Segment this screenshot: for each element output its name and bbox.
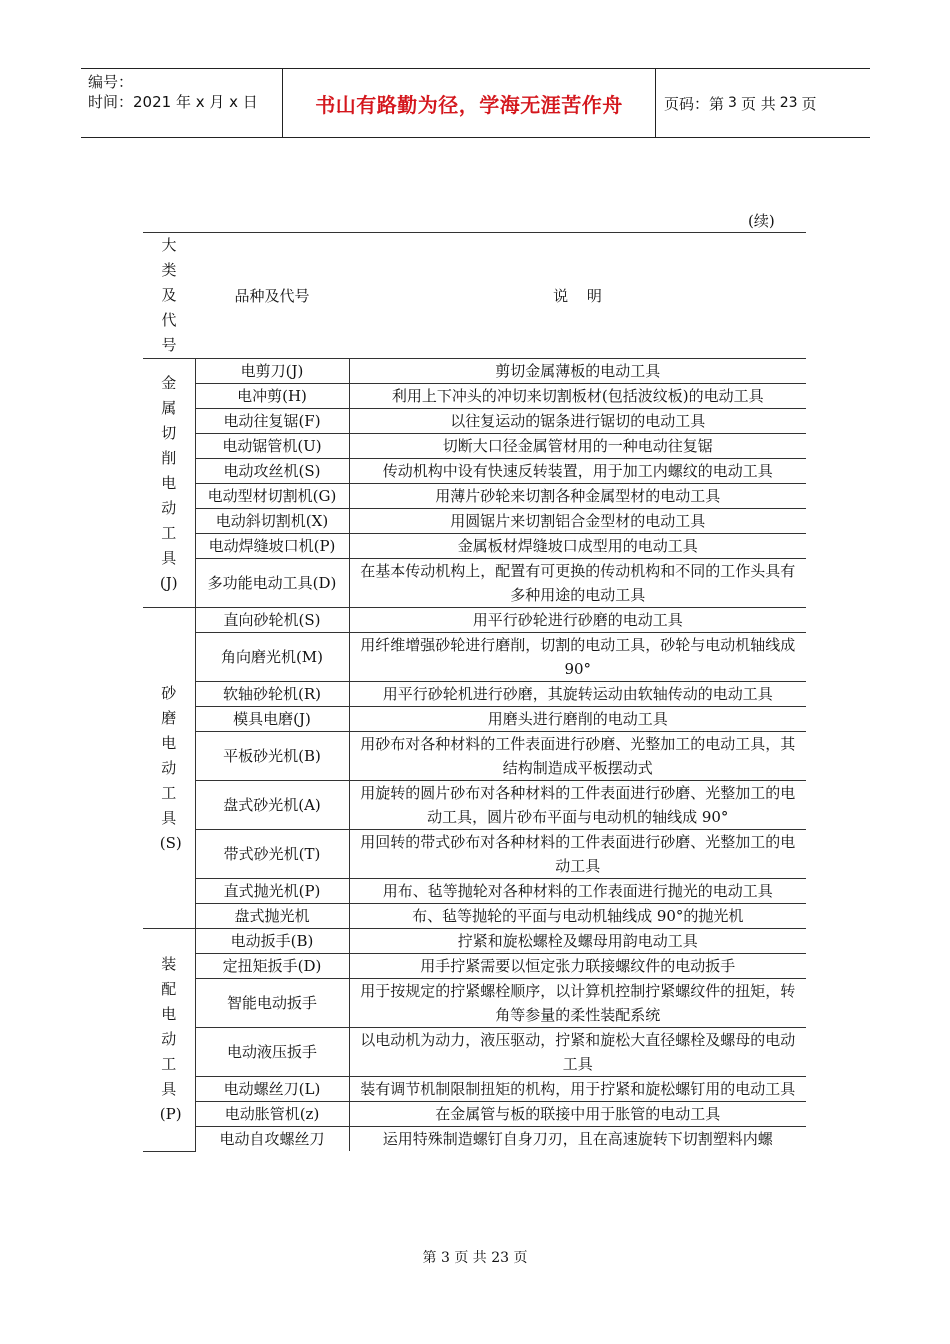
variety-cell: 电动焊缝坡口机(P): [195, 534, 349, 559]
description-cell: 用于按规定的拧紧螺栓顺序，以计算机控制拧紧螺纹件的扭矩，转角等参量的柔性装配系统: [349, 979, 806, 1028]
variety-cell: 电剪刀(J): [195, 359, 349, 384]
table-row: [143, 830, 806, 879]
description-cell: 在金属管与板的联接中用于胀管的电动工具: [349, 1102, 806, 1127]
header-page-number: [656, 69, 870, 137]
header-meta: [81, 69, 283, 137]
variety-cell: 直向砂轮机(S): [195, 608, 349, 633]
category-label: 砂磨电动工具(S): [159, 683, 182, 852]
description-cell: 用纤维增强砂轮进行磨削，切割的电动工具，砂轮与电动机轴线成 90°: [349, 633, 806, 682]
variety-cell: 多功能电动工具(D): [195, 559, 349, 608]
description-cell: 用手拧紧需要以恒定张力联接螺纹件的电动扳手: [349, 954, 806, 979]
page-mid: 页 共: [740, 94, 776, 113]
continued-label: (续): [748, 212, 775, 230]
table-row: [143, 608, 806, 633]
variety-cell: 模具电磨(J): [195, 707, 349, 732]
description-cell: 传动机构中设有快速反转装置，用于加工内螺纹的电动工具: [349, 459, 806, 484]
category-cell: [143, 929, 195, 1152]
description-cell: 利用上下冲头的冲切来切割板材(包括波纹板)的电动工具: [349, 384, 806, 409]
variety-cell: 电动胀管机(z): [195, 1102, 349, 1127]
code-label: 编号：: [88, 73, 134, 91]
variety-cell: 电动锯管机(U): [195, 434, 349, 459]
description-cell: 用平行砂轮机进行砂磨，其旋转运动由软轴传动的电动工具: [349, 682, 806, 707]
description-cell: 装有调节机制限制扭矩的机构，用于拧紧和旋松螺钉用的电动工具: [349, 1077, 806, 1102]
table-row: [143, 781, 806, 830]
variety-cell: 电动液压扳手: [195, 1028, 349, 1077]
description-cell: 切断大口径金属管材用的一种电动往复锯: [349, 434, 806, 459]
page-suffix: 页: [801, 94, 817, 113]
variety-cell: 软轴砂轮机(R): [195, 682, 349, 707]
table-row: [143, 1028, 806, 1077]
table-row: [143, 509, 806, 534]
variety-cell: 直式抛光机(P): [195, 879, 349, 904]
page-current: 3: [728, 95, 737, 111]
table-row: [143, 732, 806, 781]
variety-cell: 平板砂光机(B): [195, 732, 349, 781]
page-footer: [0, 1247, 950, 1267]
description-cell: 运用特殊制造螺钉自身刀刃，且在高速旋转下切割塑料内螺: [349, 1127, 806, 1152]
tool-classification-table: [143, 232, 806, 1152]
description-cell: 布、毡等抛轮的平面与电动机轴线成 90°的抛光机: [349, 904, 806, 929]
description-cell: 用平行砂轮进行砂磨的电动工具: [349, 608, 806, 633]
description-cell: 拧紧和旋松螺栓及螺母用韵电动工具: [349, 929, 806, 954]
table-row: [143, 384, 806, 409]
table-row: [143, 929, 806, 954]
table-row: [143, 682, 806, 707]
table-row: [143, 534, 806, 559]
description-cell: 以往复运动的锯条进行锯切的电动工具: [349, 409, 806, 434]
variety-cell: 盘式砂光机(A): [195, 781, 349, 830]
description-cell: 在基本传动机构上，配置有可更换的传动机构和不同的工作头具有多种用途的电动工具: [349, 559, 806, 608]
table-header-row: [143, 233, 806, 359]
description-cell: 金属板材焊缝坡口成型用的电动工具: [349, 534, 806, 559]
variety-cell: 电冲剪(H): [195, 384, 349, 409]
category-label: 装配电动工具(P): [159, 955, 182, 1124]
header-slogan: 书山有路勤为径，学海无涯苦作舟: [283, 69, 656, 137]
footer-total: 23: [491, 1250, 510, 1266]
table-row: [143, 1127, 806, 1152]
variety-cell: 角向磨光机(M): [195, 633, 349, 682]
footer-prefix: 第: [422, 1250, 437, 1266]
table-row: [143, 1102, 806, 1127]
variety-cell: 电动螺丝刀(L): [195, 1077, 349, 1102]
table-row: [143, 559, 806, 608]
header-variety: 品种及代号: [195, 233, 349, 359]
footer-current: 3: [440, 1250, 450, 1266]
time-label: 时间：2021 年 x 月 x 日: [88, 93, 258, 111]
table-row: [143, 409, 806, 434]
page-header: [81, 68, 870, 138]
table-row: [143, 904, 806, 929]
variety-cell: 电动斜切割机(X): [195, 509, 349, 534]
variety-cell: 电动型材切割机(G): [195, 484, 349, 509]
variety-cell: 电动攻丝机(S): [195, 459, 349, 484]
table-row: [143, 707, 806, 732]
table-row: [143, 979, 806, 1028]
header-description: 说 明: [349, 233, 806, 359]
description-cell: 剪切金属薄板的电动工具: [349, 359, 806, 384]
description-cell: 以电动机为动力，液压驱动，拧紧和旋松大直径螺栓及螺母的电动工具: [349, 1028, 806, 1077]
variety-cell: 电动扳手(B): [195, 929, 349, 954]
page-total: 23: [779, 95, 798, 111]
variety-cell: 智能电动扳手: [195, 979, 349, 1028]
description-cell: 用砂布对各种材料的工件表面进行砂磨、光整加工的电动工具，其结构制造成平板摆动式: [349, 732, 806, 781]
description-cell: 用薄片砂轮来切割各种金属型材的电动工具: [349, 484, 806, 509]
variety-cell: 电动往复锯(F): [195, 409, 349, 434]
description-cell: 用圆锯片来切割铝合金型材的电动工具: [349, 509, 806, 534]
footer-mid: 页 共: [454, 1250, 487, 1266]
category-cell: [143, 359, 195, 608]
table-row: [143, 954, 806, 979]
footer-suffix: 页: [513, 1250, 528, 1266]
header-category: 大类及代号: [143, 233, 195, 359]
table-row: [143, 484, 806, 509]
variety-cell: 定扭矩扳手(D): [195, 954, 349, 979]
variety-cell: 带式砂光机(T): [195, 830, 349, 879]
table-row: [143, 359, 806, 384]
description-cell: 用回转的带式砂布对各种材料的工件表面进行砂磨、光整加工的电动工具: [349, 830, 806, 879]
table-row: [143, 633, 806, 682]
variety-cell: 电动自攻螺丝刀: [195, 1127, 349, 1152]
table-row: [143, 1077, 806, 1102]
category-label: 金属切削电动工具(J): [159, 373, 178, 592]
description-cell: 用布、毡等抛轮对各种材料的工作表面进行抛光的电动工具: [349, 879, 806, 904]
page-prefix: 页码：第: [664, 94, 725, 113]
variety-cell: 盘式抛光机: [195, 904, 349, 929]
table-row: [143, 879, 806, 904]
table-row: [143, 434, 806, 459]
category-cell: [143, 608, 195, 929]
table-row: [143, 459, 806, 484]
description-cell: 用旋转的圆片砂布对各种材料的工件表面进行砂磨、光整加工的电动工具，圆片砂布平面与电动机的轴线成 90°: [349, 781, 806, 830]
description-cell: 用磨头进行磨削的电动工具: [349, 707, 806, 732]
